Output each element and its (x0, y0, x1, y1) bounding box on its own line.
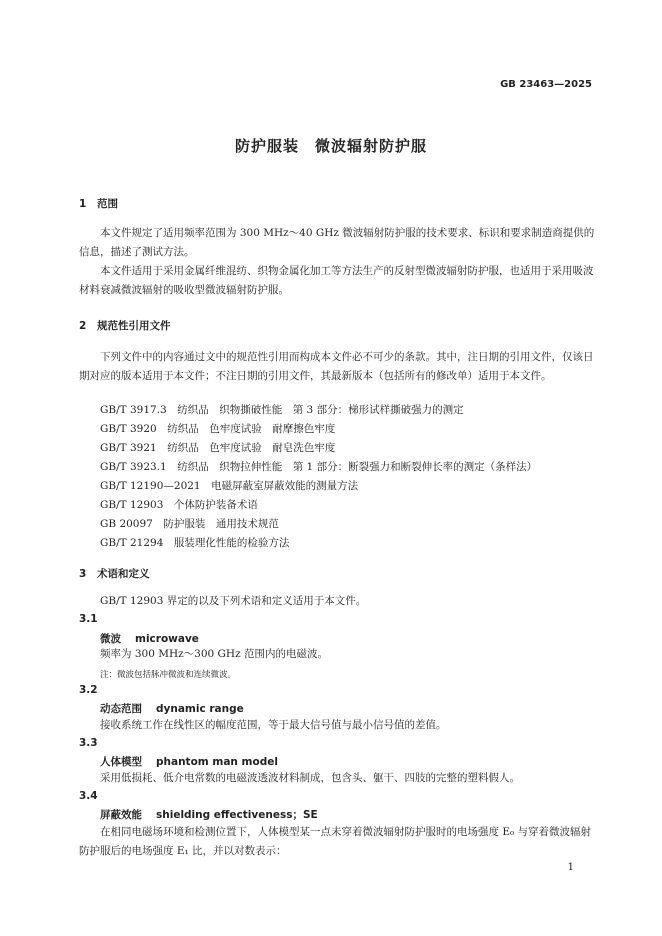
term-number: 3.1 (79, 613, 98, 625)
term-zh: 屏蔽效能 (100, 809, 142, 821)
reference-item: GB/T 21294 服装理化性能的检验方法 (100, 537, 290, 549)
term-definition: 频率为 300 MHz～300 GHz 范围内的电磁波。 (100, 648, 328, 660)
section-number: 2 (79, 320, 87, 332)
reference-item: GB/T 3921 纺织品 色牢度试验 耐皂洗色牢度 (100, 442, 336, 454)
document-title: 防护服装 微波辐射防护服 (234, 137, 427, 155)
term-title (100, 754, 278, 769)
term-zh: 微波 (100, 633, 121, 645)
section-number: 1 (79, 198, 87, 210)
reference-item: GB/T 3920 纺织品 色牢度试验 耐摩擦色牢度 (100, 423, 336, 435)
term-note: 注：微波包括脉冲微波和连续微波。 (100, 670, 237, 680)
term-title (100, 631, 199, 646)
section-1-heading (79, 196, 118, 211)
section-3-intro: GB/T 12903 界定的以及下列术语和定义适用于本文件。 (100, 595, 367, 607)
reference-item: GB/T 12190—2021 电磁屏蔽室屏蔽效能的测量方法 (100, 480, 359, 492)
term-definition: 在相同电磁场环境和检测位置下，人体模型某一点未穿着微波辐射防护服时的电场强度 E₀ 与穿着微波辐射防护服后的电场强度 E₁ 比，并以对数表示： (79, 826, 592, 857)
term-definition: 接收系统工作在线性区的幅度范围，等于最大信号值与最小信号值的差值。 (100, 719, 447, 731)
section-number: 3 (79, 568, 87, 580)
section-title: 范围 (97, 198, 118, 210)
term-definition: 采用低损耗、低介电常数的电磁波透波材料制成，包含头、躯干、四肢的完整的塑料假人。 (100, 772, 520, 784)
term-number: 3.4 (79, 790, 98, 802)
reference-item: GB 20097 防护服装 通用技术规范 (100, 518, 279, 530)
section-2-heading (79, 318, 171, 333)
reference-item: GB/T 3923.1 纺织品 织物拉伸性能 第 1 部分：断裂强力和断裂伸长率的测定（条样法） (100, 461, 538, 473)
term-number: 3.2 (79, 684, 98, 696)
term-en: microwave (135, 633, 199, 645)
term-zh: 人体模型 (100, 756, 142, 768)
reference-item: GB/T 3917.3 纺织品 织物撕破性能 第 3 部分：梯形试样撕破强力的测定 (100, 404, 464, 416)
standard-number: GB 23463—2025 (500, 79, 592, 90)
section-title: 术语和定义 (97, 568, 150, 580)
term-title (100, 701, 244, 716)
page-number: 1 (567, 862, 574, 873)
section-1-paragraph-1: 本文件规定了适用频率范围为 300 MHz～40 GHz 微波辐射防护服的技术要求、标识和要求制造商提供的信息，描述了测试方法。 (79, 227, 595, 258)
term-zh: 动态范围 (100, 703, 142, 715)
term-title (100, 807, 318, 822)
term-number: 3.3 (79, 737, 98, 749)
reference-item: GB/T 12903 个体防护装备术语 (100, 499, 258, 511)
section-3-heading (79, 566, 150, 581)
term-en: dynamic range (156, 703, 244, 715)
section-title: 规范性引用文件 (97, 320, 171, 332)
section-1-paragraph-2: 本文件适用于采用金属纤维混纺、织物金属化加工等方法生产的反射型微波辐射防护服，也适用于采用吸波材料衰减微波辐射的吸收型微波辐射防护服。 (79, 265, 594, 296)
term-en: shielding effectiveness；SE (156, 809, 318, 821)
term-en: phantom man model (156, 756, 278, 768)
section-2-intro: 下列文件中的内容通过文中的规范性引用而构成本文件必不可少的条款。其中，注日期的引用文件，仅该日期对应的版本适用于本文件；不注日期的引用文件，其最新版本（包括所有的修改单）适用于本文件。 (79, 351, 594, 382)
